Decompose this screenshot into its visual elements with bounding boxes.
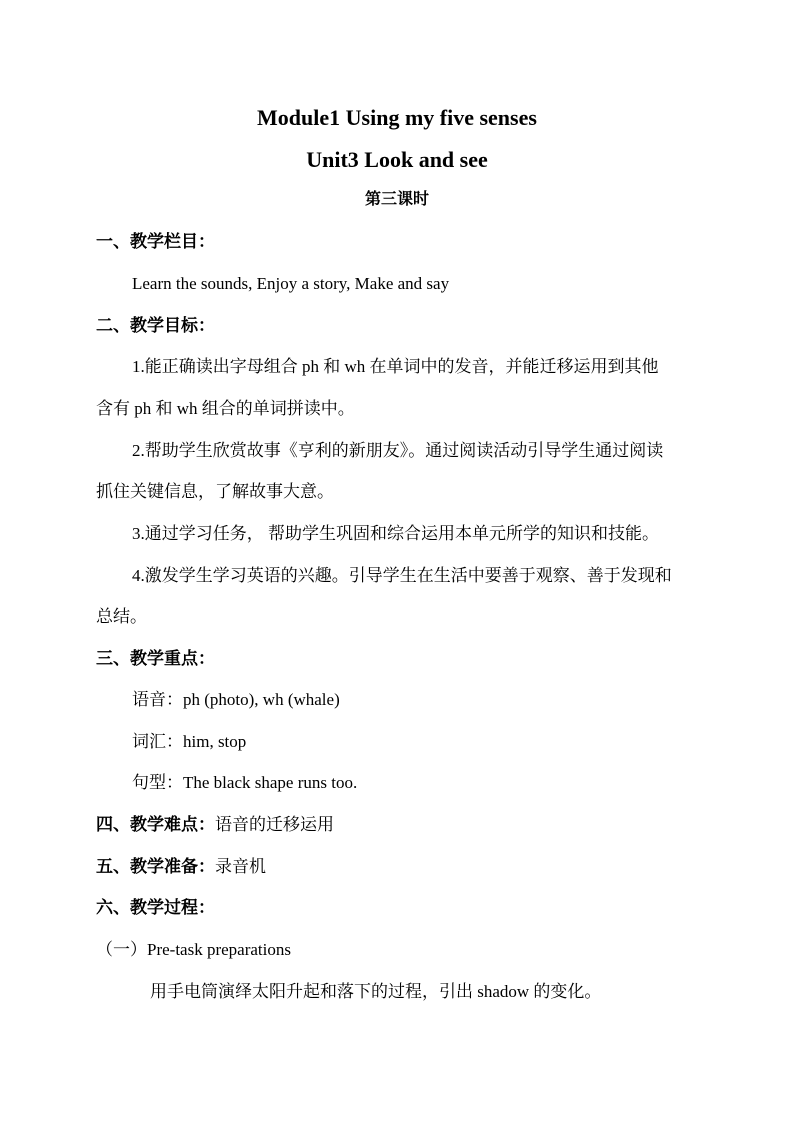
section5-heading: 五、教学准备： xyxy=(96,857,215,876)
goal1-line2: 含有 ph 和 wh 组合的单词拼读中。 xyxy=(96,399,355,418)
vocab-point: 词汇：him, stop xyxy=(132,732,247,751)
goal4-line2: 总结。 xyxy=(96,607,147,626)
goal2-line2: 抓住关键信息，了解故事大意。 xyxy=(96,482,334,501)
step1-heading: （一）Pre-task preparations xyxy=(96,940,291,959)
goal2-line1: 2.帮助学生欣赏故事《亨利的新朋友》。通过阅读活动引导学生通过阅读 xyxy=(132,441,664,460)
section6-heading: 六、教学过程： xyxy=(96,898,215,917)
goal3: 3.通过学习任务， 帮助学生巩固和综合运用本单元所学的知识和技能。 xyxy=(132,524,659,543)
section5-content: 录音机 xyxy=(215,857,266,876)
goal4-line1: 4.激发学生学习英语的兴趣。引导学生在生活中要善于观察、善于发现和 xyxy=(132,566,672,585)
sentence-point: 句型：The black shape runs too. xyxy=(132,773,358,792)
section4-heading: 四、教学难点： xyxy=(96,815,215,834)
section1-content: Learn the sounds, Enjoy a story, Make and say xyxy=(132,274,450,293)
section3-heading: 三、教学重点： xyxy=(96,649,215,668)
section1-heading: 一、教学栏目： xyxy=(96,232,215,251)
goal1-line1: 1.能正确读出字母组合 ph 和 wh 在单词中的发音，并能迁移运用到其他 xyxy=(132,357,659,376)
section4-content: 语音的迁移运用 xyxy=(215,815,334,834)
document-title: Module1 Using my five senses xyxy=(257,105,537,130)
step1-content: 用手电筒演绎太阳升起和落下的过程，引出 shadow 的变化。 xyxy=(150,982,602,1001)
phonics-point: 语音：ph (photo), wh (whale) xyxy=(132,690,340,709)
section2-heading: 二、教学目标： xyxy=(96,316,215,335)
section5 xyxy=(96,856,266,878)
section4 xyxy=(96,814,334,836)
lesson-title: 第三课时 xyxy=(364,191,429,208)
unit-title: Unit3 Look and see xyxy=(306,147,488,172)
